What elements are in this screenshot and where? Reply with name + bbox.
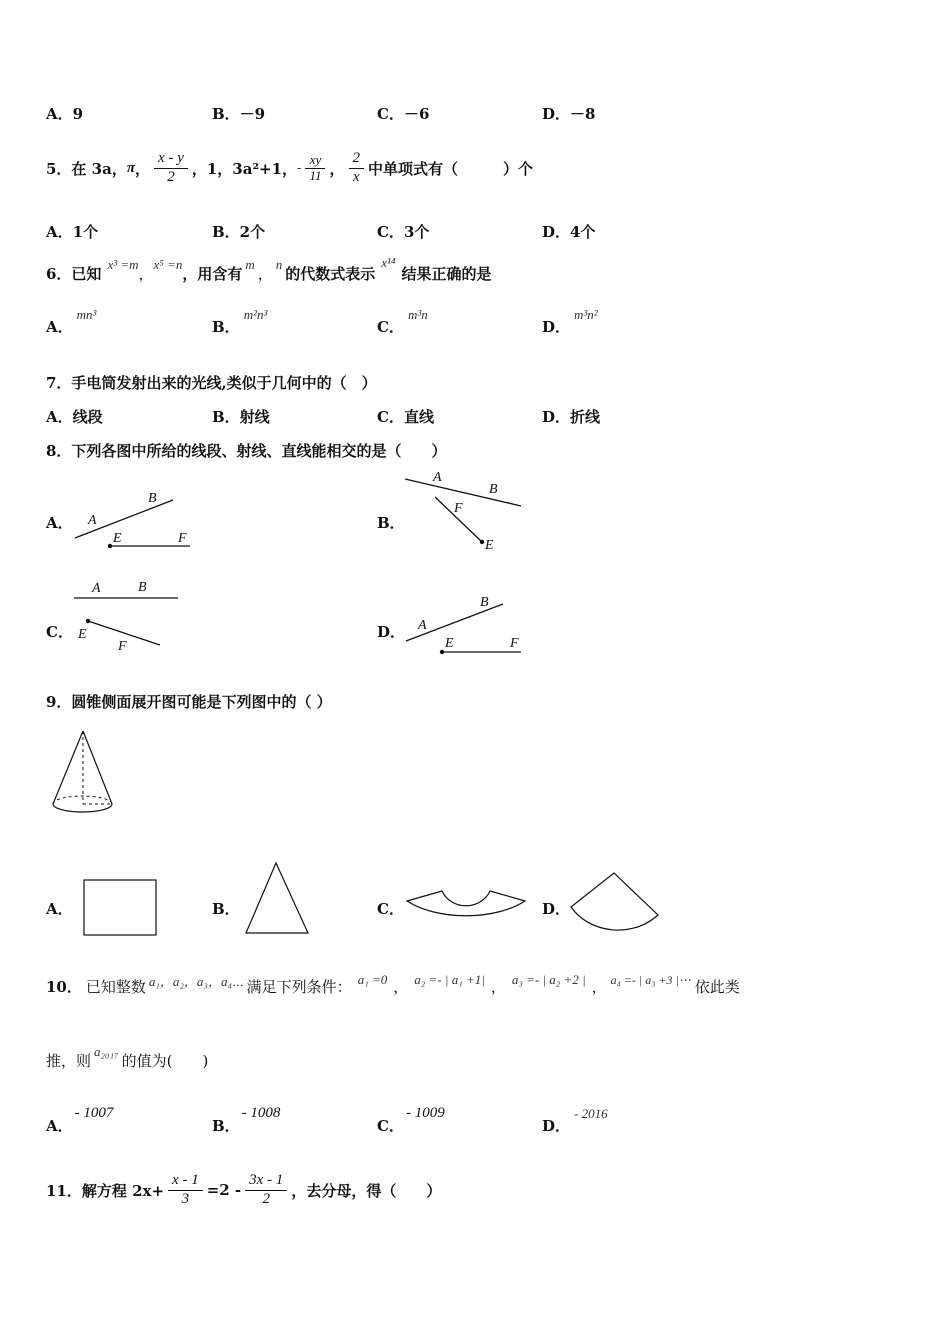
q6-cond-2: x⁵ =n [153,257,183,272]
q5-option-c: C．3个 [377,223,430,241]
q10-option-d [542,1100,608,1136]
q9-figure-annulus-sector [404,888,528,940]
q11-fraction-1 [168,1172,203,1208]
q6-cond-1: x³ =m [107,257,139,272]
q6-option-a-label: A． [46,318,73,336]
q11-mid: =2 - [206,1181,242,1199]
q8-b-line-ab [405,479,521,506]
q5-fraction-1 [154,150,188,186]
q6-target: x¹⁴ [381,255,396,270]
q5-lead: 5．在 3a， [46,159,127,178]
q9-square-shape [84,880,156,935]
q10-cond-1: a₁ =0 [357,972,388,987]
q4-option-b: B．－9 [212,105,266,123]
q6-option-a [46,307,97,337]
q8-a-label-f: F [178,531,187,546]
q5-neg: - [297,160,302,176]
q10-option-a-label: A． [46,1117,73,1135]
q6-option-c-label: C． [377,318,404,336]
q8-c-point-e [86,619,90,623]
q8-b-label-f: F [454,501,463,516]
q6-option-d-value: m³n² [574,307,598,322]
q6-stem [46,255,492,288]
q6-tail: 结果正确的是 [401,264,492,283]
q9-triangle-shape [246,863,308,933]
q9-annulus-sector-shape [407,891,525,916]
q9-cone-base-front [53,804,112,812]
q9-cone-right-edge [83,731,112,804]
q10-stem-line-2 [46,1042,208,1078]
q7-option-d: D．折线 [542,408,601,426]
q8-stem: 8．下列各图中所给的线段、射线、直线能相交的是（ ） [46,442,447,460]
q10-option-c [377,1100,445,1136]
q4-option-a: A．9 [46,105,84,123]
q8-figure-a [70,485,200,555]
q9-figure-triangle [244,860,312,938]
q6-mid: ，用含有 [182,264,243,283]
q6-n: n [275,257,283,272]
q7-option-a: A．线段 [46,408,103,426]
q7-option-c: C．直线 [377,408,434,426]
q6-option-b [212,307,268,337]
q11-fraction-2-num: 3x - 1 [245,1172,287,1190]
q10-cond-4: a₄ =- | a₃ +3 |⋯ [610,972,691,987]
q10-line2-a: 推，则 [46,1051,92,1070]
q10-line2-b: 的值为( ) [121,1051,209,1070]
q8-figure-d [400,590,530,660]
q10-option-c-value: - 1009 [405,1105,445,1121]
q10-option-d-value: - 2016 [574,1106,608,1121]
q5-stem [46,138,533,198]
q7-option-b: B．射线 [212,408,270,426]
q5-sep2: ， [329,159,345,178]
q10-option-c-label: C． [377,1117,404,1135]
q11-fraction-1-num: x - 1 [168,1172,203,1190]
q5-sep1: ， [135,159,151,178]
q9-cone-figure [48,728,120,822]
q10-stem: 10． 已知整数 a₁，a₂，a₃，a₄⋯ 满足下列条件： a₁ =0 ， a₂ =- | a₁ +1| ， a₃ =- | a₂ +2 | ， a₄ =- | a₃ +3 |⋯ 依此类 [46,972,740,996]
q5-fraction-2 [305,153,325,184]
q10-lead: 10． [46,977,82,996]
q6-option-c-value: m³n [407,307,428,322]
q10-text-3: 依此类 [694,977,740,996]
q8-option-d: D． [377,623,406,641]
q8-option-a: A． [46,514,73,532]
q8-a-label-b: B [148,491,157,506]
q5-option-a: A．1个 [46,223,99,241]
q9-option-d: D． [542,900,571,918]
q11-fraction-1-den: 3 [181,1190,190,1207]
q8-a-label-e: E [113,531,122,546]
q6-comma-1: ， [138,264,154,283]
q6-option-d-label: D． [542,318,571,336]
q11-fraction-2-den: 2 [262,1190,270,1207]
q6-option-c [377,307,428,337]
q9-stem: 9．圆锥侧面展开图可能是下列图中的（ ） [46,693,332,711]
q10-option-a-value: - 1007 [74,1105,114,1121]
q8-c-label-a: A [92,581,101,596]
q8-c-label-b: B [138,580,147,595]
q8-figure-b [400,466,530,556]
q10-option-d-label: D． [542,1117,571,1135]
q8-d-point-e [440,650,444,654]
q9-figure-square [82,878,160,938]
q9-option-c: C． [377,900,404,918]
q5-tail: 中单项式有（ ）个 [368,159,534,178]
q8-option-c: C． [46,623,73,641]
q10-option-b-label: B． [212,1117,240,1135]
q8-b-label-e: E [485,538,494,553]
q5-option-d: D．4个 [542,223,596,241]
q10-option-b-value: - 1008 [241,1105,281,1121]
q5-fraction-3-den: x [352,168,360,185]
q11-tail: ，去分母，得（ ） [291,1181,442,1200]
q10-option-b [212,1100,280,1136]
q8-b-label-b: B [489,482,498,497]
q6-comma-2: ， [257,264,273,283]
q6-m: m [245,257,255,272]
q9-cone-left-edge [53,731,83,804]
q8-a-point-e [108,544,112,548]
q8-figure-c [70,574,190,654]
q5-pi: π [126,159,136,176]
q5-fraction-2-den: 11 [309,167,322,183]
q6-option-b-value: m²n³ [243,307,268,322]
q8-d-label-e: E [445,636,454,651]
q4-option-d: D．－8 [542,105,596,123]
q7-stem: 7．手电筒发射出来的光线,类似于几何中的（ ） [46,374,377,392]
q8-c-label-e: E [78,627,87,642]
q9-figure-sector [566,870,662,942]
q5-fraction-1-den: 2 [167,168,175,185]
q5-fraction-2-num: xy [305,153,325,169]
q10-cond-2: a₂ =- | a₁ +1| [414,972,485,987]
q6-lead: 6．已知 [46,264,102,283]
q8-c-label-f: F [118,639,127,654]
q10-text-2: 满足下列条件： [246,977,352,996]
q5-fraction-3 [349,150,365,186]
q8-b-point-e [480,540,484,544]
q10-sequence: a₁，a₂，a₃，a₄⋯ [148,973,244,989]
q6-mid2: 的代数式表示 [285,264,376,283]
q8-a-label-a: A [88,513,97,528]
q5-fraction-1-num: x - y [154,150,188,168]
q5-option-b: B．2个 [212,223,266,241]
q9-option-a: A． [46,900,73,918]
q8-d-label-b: B [480,595,489,610]
q6-option-b-label: B． [212,318,240,336]
q9-sector-shape [571,873,658,930]
q6-option-d [542,307,598,337]
q8-option-b: B． [377,514,405,532]
q11-lead: 11．解方程 2x+ [46,1181,165,1200]
q10-cond-3: a₃ =- | a₂ +2 | [511,972,586,987]
q9-option-b: B． [212,900,240,918]
q6-option-a-value: mn³ [76,307,97,322]
q5-mid: ，1，3a²+1， [191,159,298,178]
q10-text-1: 已知整数 [85,977,146,996]
q8-d-label-a: A [418,618,427,633]
q8-b-label-a: A [433,470,442,485]
q10-target: a₂₀₁₇ [94,1044,119,1059]
q8-d-label-f: F [510,636,519,651]
q4-option-c: C．－6 [377,105,430,123]
q11-fraction-2 [245,1172,287,1208]
q11-stem [46,1160,441,1220]
q5-fraction-3-num: 2 [349,150,365,168]
q10-option-a [46,1100,113,1136]
